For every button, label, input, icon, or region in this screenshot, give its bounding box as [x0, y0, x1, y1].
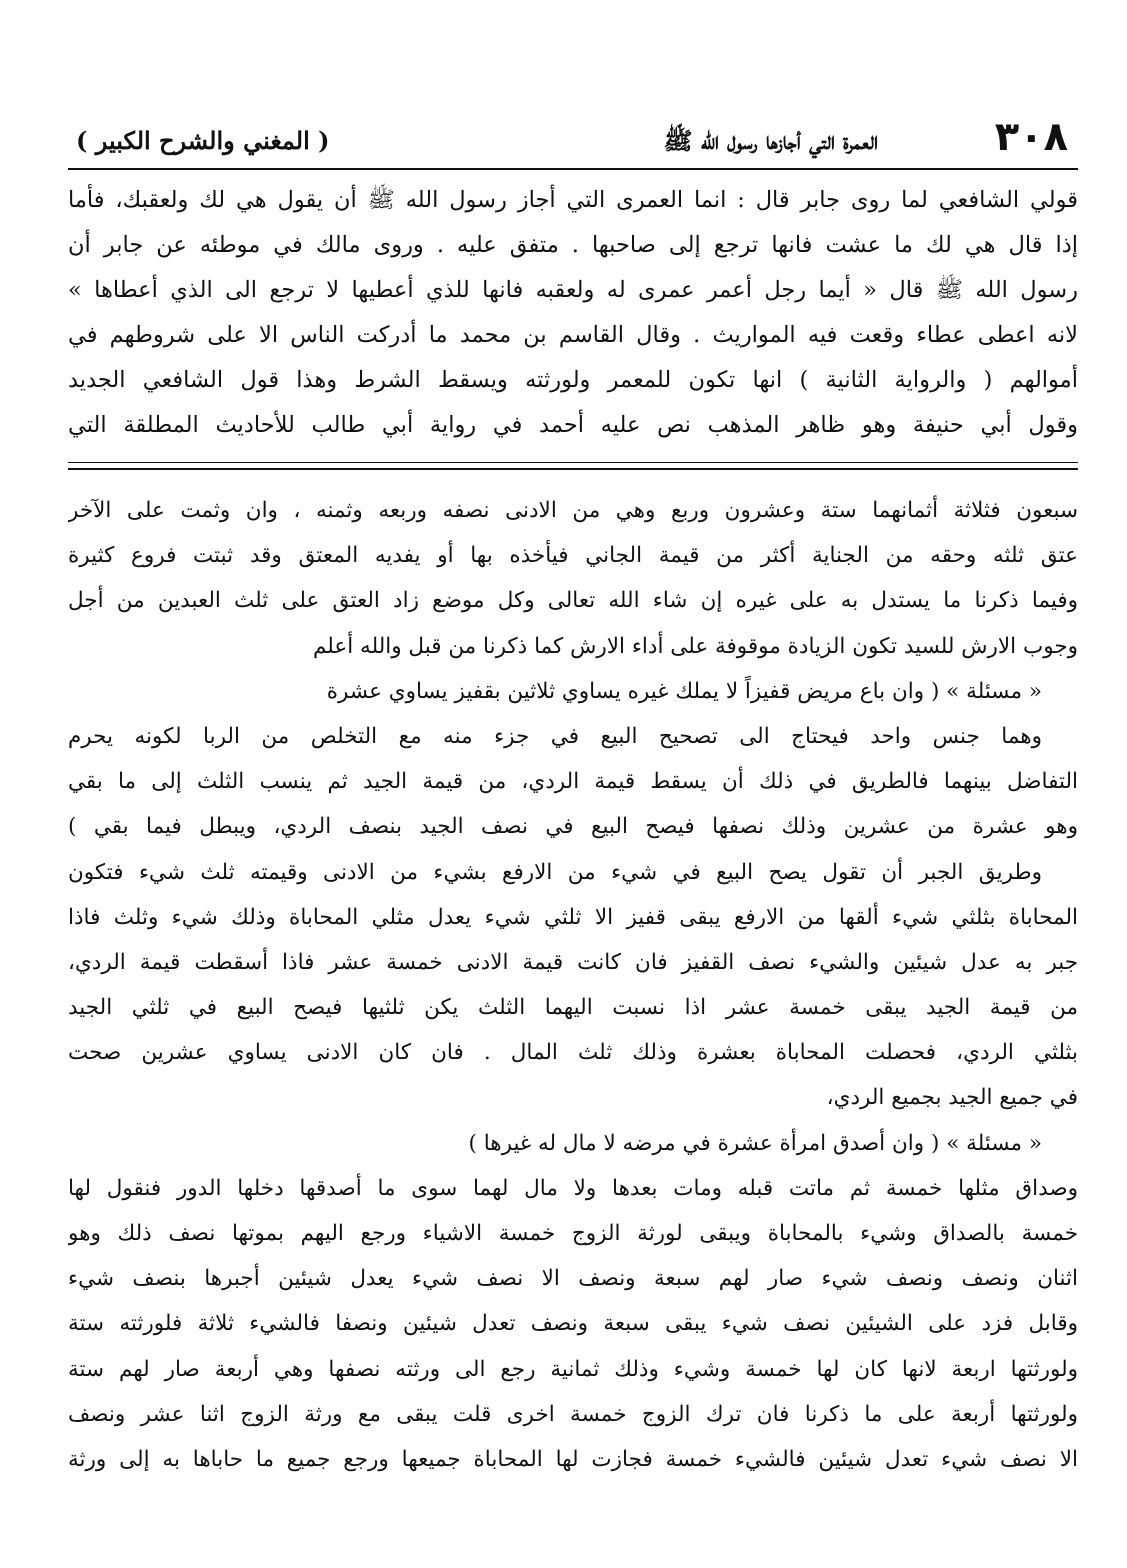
text-line: وجوب الارش للسيد تكون الزيادة موقوفة على أداء الارش كما ذكرنا من قبل والله أعلم — [312, 633, 1078, 659]
text-line: وصداق مثلها خمسة ثم ماتت قبله ومات بعدها ولا مال لهما سوى ما أصدقها دخلها الدور فنقول لها — [68, 1175, 1078, 1201]
text-line: وطريق الجبر أن تقول يصح البيع في شيء من الارفع بشيء من الادنى وقيمته ثلث شيء فتكون — [68, 859, 1042, 885]
text-line: وهو عشرة من عشرين وذلك نصفها فيصح البيع في نصف الجيد بنصف الردي، ويبطل فيما بقي ) — [68, 814, 1078, 840]
text-line: الا نصف شيء تعدل شيئين فالشيء خمسة فجازت لها المحاباة جميعها ورجع جميع ما حاباها به إلى ورثة — [68, 1446, 1078, 1472]
masalah-heading: « مسئلة » ( وان باع مريض قفيزاً لا يملك غيره يساوي ثلاثين بقفيز يساوي عشرة — [326, 678, 1042, 704]
text-line: عتق ثلثه وحقه من الجناية أكثر من قيمة الجاني فيأخذه بها أو يفديه المعتق وقد ثبتت فروع كثيرة — [68, 543, 1078, 569]
text-line: بثلثي الردي، فحصلت المحاباة بعشرة وذلك ثلث المال . فان كان الادنى يساوي عشرين صحت — [68, 1040, 1078, 1066]
page-number: ٣٠٨ — [994, 114, 1068, 160]
running-title: العمرة التي أجازها رسول الله ﷺ — [663, 126, 878, 155]
text-line: اثنان ونصف ونصف شيء صار لهم سبعة ونصف الا نصف شيء يعدل شيئين أجبرها بنصف شيء — [68, 1266, 1078, 1292]
text-line: في جميع الجيد بجميع الردي، — [826, 1085, 1078, 1111]
text-line: قولي الشافعي لما روى جابر قال : انما العمرى التي أجاز رسول الله ﷺ أن يقول هي لك ولعقبك، فأما — [68, 187, 1078, 213]
text-line: سبعون فثلاثة أثمانهما ستة وعشرون وربع وهي من الادنى نصفه وربعه وثمنه ، وان وثمت على الآخر — [68, 498, 1078, 523]
text-line: أموالهم ( والرواية الثانية ) انها تكون للمعمر ولورثته ويسقط الشرط وهذا قول الشافعي الجديد — [68, 367, 1078, 393]
text-line: لانه اعطى عطاء وقعت فيه المواريث . وقال القاسم بن محمد ما أدركت الناس الا على شروطهم في — [68, 322, 1078, 348]
text-line: وقابل فزد على الشيئين نصف شيء يبقى سبعة ونصف تعدل شيئين ونصفا فالشيء ثلاثة فلورثته ستة — [68, 1311, 1078, 1337]
commentary-text — [68, 488, 1078, 1482]
book-title: ( المغني والشرح الكبير ) — [76, 126, 330, 155]
text-line: رسول الله ﷺ قال « أيما رجل أعمر عمرى له ولعقبه فانها للذي أعطيها لا ترجع الى الذي أعطاها » — [68, 277, 1078, 303]
text-line: وفيما ذكرنا ما يستدل به على غيره إن شاء الله تعالى وكل موضع زاد العتق على ثلث العبدين من أجل — [68, 588, 1078, 614]
page-header — [68, 112, 1078, 170]
text-line: ولورثتها اربعة لانها كان لها خمسة وشيء وذلك ثمانية رجع الى ورثته نصفها وهي أربعة صار لهم ستة — [68, 1356, 1078, 1382]
text-line: التفاضل بينهما فالطريق في ذلك أن يسقط قيمة الردي، من قيمة الجيد ثم ينسب الثلث إلى ما بقي — [68, 769, 1078, 795]
text-line: جبر به عدل شيئين والشيء نصف القفيز فان كانت قيمة الادنى خمسة عشر فاذا أسقطت قيمة الردي، — [68, 949, 1078, 975]
text-line: وهما جنس واحد فيحتاج الى تصحيح البيع في جزء منه مع التخلص من الربا لكونه يحرم — [68, 723, 1042, 749]
text-line: من قيمة الجيد يبقى خمسة عشر اذا نسبت اليهما الثلث يكن ثلثيها فيصح البيع في ثلثي الجيد — [68, 995, 1078, 1021]
text-line: خمسة بالصداق وشيء بالمحاباة ويبقى لورثة الزوج خمسة الاشياء ورجع اليهم بموتها نصف ذلك وهو — [68, 1221, 1078, 1246]
main-text — [68, 178, 1078, 448]
masalah-heading: « مسئلة » ( وان أصدق امرأة عشرة في مرضه لا مال له غيرها ) — [468, 1130, 1042, 1156]
text-line: إذا قال هي لك ما عشت فانها ترجع إلى صاحبها . متفق عليه . وروى مالك في موطئه عن جابر أن — [68, 232, 1078, 258]
section-divider — [68, 462, 1078, 470]
text-line: ولورثتها أربعة على ما ذكرنا فان ترك الزوج خمسة اخرى قلت يبقى مع ورثة الزوج اثنا عشر ونصف — [68, 1401, 1078, 1427]
document-page — [68, 112, 1078, 1482]
text-line: وقول أبي حنيفة وهو ظاهر المذهب نص عليه أحمد في رواية أبي طالب للأحاديث المطلقة التي — [68, 412, 1078, 438]
text-line: المحاباة بثلثي شيء ألقها من الارفع يبقى قفيز الا ثلثي شيء يعدل مثلي المحاباة وذلك شيء وثلث فاذا — [68, 904, 1078, 930]
